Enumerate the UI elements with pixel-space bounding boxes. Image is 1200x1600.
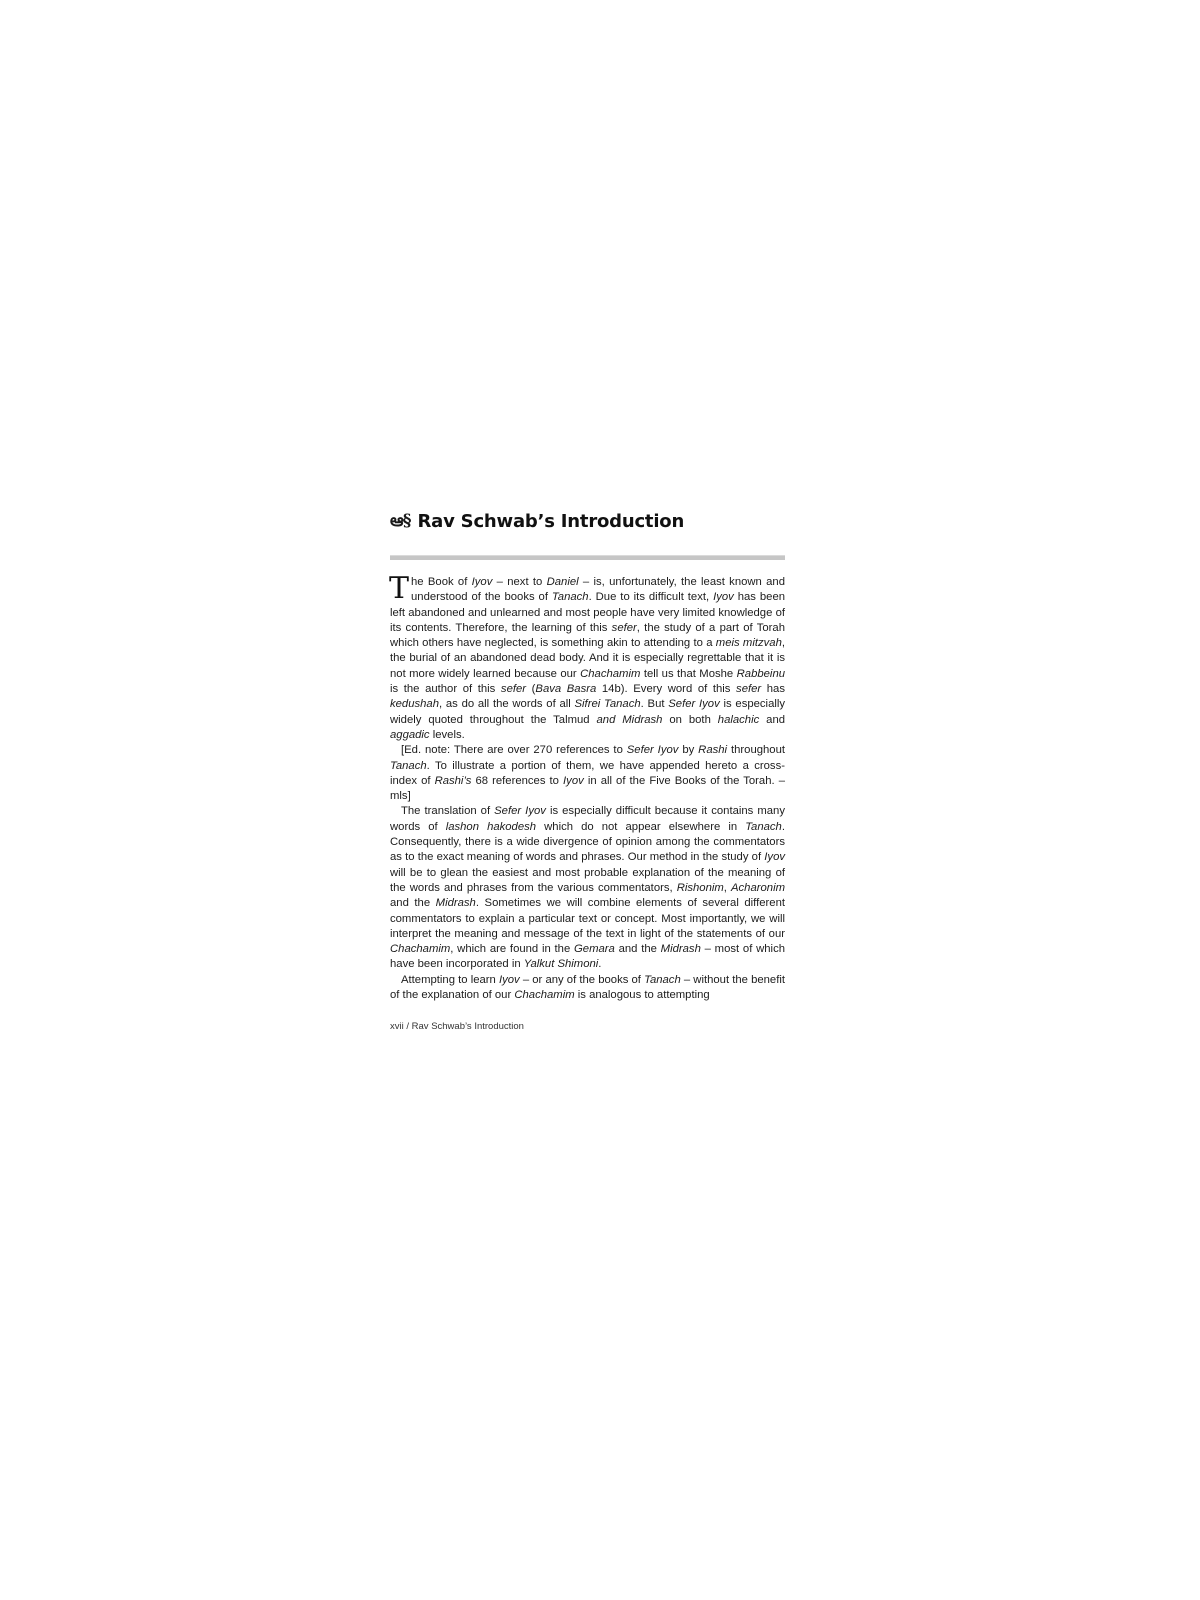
paragraph — [389, 571, 786, 743]
text-run: and the — [614, 943, 661, 956]
italic-term: Iyov — [764, 851, 785, 864]
text-run: , the study of a part of Torah which others have neglected, is something akin to attending to a — [390, 621, 785, 650]
text-run: is especially widely quoted throughout the Talmud — [390, 698, 786, 726]
text-run: , — [723, 881, 731, 894]
italic-term: Iyov — [713, 591, 734, 604]
italic-term: Sefer Iyov — [494, 805, 546, 818]
paragraph — [390, 743, 785, 804]
text-run: has — [761, 683, 785, 696]
italic-term: sefer — [736, 683, 762, 696]
italic-term: Sefer Iyov — [626, 744, 679, 757]
chapter-heading — [390, 508, 785, 534]
italic-term: Acharonim — [731, 881, 785, 894]
text-run: levels. — [429, 728, 465, 741]
page-number: xvii — [390, 1021, 404, 1033]
text-run: . Due to its difficult text, — [588, 591, 714, 604]
heading-rule — [390, 555, 785, 560]
text-run: is analogous to attempting — [574, 989, 710, 1002]
italic-term: Iyov — [498, 973, 520, 986]
italic-term: kedushah — [390, 698, 439, 711]
text-run: . Consequently, there is a wide divergence of opinion among the commentators as to the exact meaning of words and phrases. Our method in the study of — [390, 820, 785, 864]
text-run: tell us that Moshe — [640, 667, 737, 680]
text-run: ( — [526, 683, 536, 696]
text-run: . — [598, 958, 602, 971]
italic-term: Iyov — [563, 774, 584, 787]
italic-term: Tanach — [644, 973, 681, 986]
text-run: . But — [640, 698, 669, 711]
italic-term: Chachamim — [514, 989, 575, 1002]
italic-term: Chachamim — [580, 667, 641, 680]
text-run: – most of which have been incorporated in — [390, 943, 785, 971]
text-run: which do not appear elsewhere in — [536, 820, 746, 833]
body-text — [389, 571, 786, 1003]
italic-term: Tanach — [745, 820, 782, 833]
italic-term: Midrash — [660, 943, 701, 956]
italic-term: lashon hakodesh — [445, 820, 537, 833]
paragraph — [390, 804, 785, 972]
running-title: Rav Schwab’s Introduction — [411, 1021, 524, 1033]
book-page — [390, 508, 785, 1032]
text-run: in all of the Five Books of the Torah. – mls] — [390, 774, 785, 803]
text-run: is especially difficult because it contains many words of — [390, 805, 785, 833]
text-run: , the burial of an abandoned dead body. And it is especially regrettable that it is not more widely learned because our — [390, 637, 785, 680]
italic-term: aggadic — [390, 728, 430, 741]
italic-term: halachic — [717, 713, 760, 726]
italic-term: Rabbeinu — [736, 667, 786, 680]
text-run: . Sometimes we will combine elements of several different commentators to explain a particular text or concept. Most importantly, we will interpret the meaning and message of the text in light of the statements of our — [390, 897, 785, 940]
text-run: 68 references to — [471, 774, 564, 787]
text-run: is the author of this — [390, 683, 501, 696]
text-run: he Book of — [411, 576, 472, 588]
text-run: . To illustrate a portion of them, we have appended hereto a cross-index of — [390, 759, 785, 787]
italic-term: Daniel — [546, 576, 579, 588]
text-run: 14b). Every word of this — [596, 683, 737, 696]
italic-term: sefer — [500, 683, 527, 696]
italic-term: Tanach — [390, 759, 427, 772]
italic-term: Rishonim — [676, 881, 724, 894]
text-run: on both — [662, 713, 718, 726]
text-run: , which are found in the — [450, 943, 574, 956]
italic-term: sefer — [611, 621, 637, 634]
text-run: by — [678, 744, 699, 757]
text-run: Attempting to learn — [401, 973, 499, 986]
text-run: The translation of — [401, 805, 495, 818]
italic-term: Midrash — [435, 897, 476, 910]
text-run: and — [759, 713, 786, 726]
italic-term: Chachamim — [390, 943, 451, 956]
italic-term: Iyov — [471, 576, 493, 588]
text-run: [Ed. note: There are over 270 references to — [401, 744, 627, 757]
italic-term: Rashi — [698, 744, 728, 757]
italic-term: meis mitzvah — [715, 637, 782, 650]
text-run: – is, unfortunately, the least known and understood of the books of — [411, 576, 785, 604]
italic-term: Gemara — [574, 943, 615, 956]
text-run: , as do all the words of all — [439, 698, 575, 711]
text-run: has been left abandoned and unlearned and most people have very limited knowledge of its contents. Therefore, the learning of this — [390, 591, 786, 634]
text-run: throughout — [727, 744, 785, 757]
italic-term: Bava Basra — [535, 683, 597, 696]
italic-term: Tanach — [551, 591, 589, 604]
italic-term: and Midrash — [596, 713, 663, 726]
page-footer — [390, 1021, 785, 1032]
drop-cap: T — [389, 571, 410, 606]
ornament-icon: ఆ§ — [390, 510, 411, 531]
italic-term: Sifrei Tanach — [574, 698, 641, 711]
italic-term: Yalkut Shimoni — [523, 958, 599, 971]
text-run: – without the benefit of the explanation of our — [390, 973, 786, 1002]
text-run: – or any of the books of — [519, 973, 645, 986]
text-run: will be to glean the easiest and most probable explanation of the meaning of the words and phrases from the various commentators, — [390, 866, 785, 894]
text-run: – next to — [492, 576, 547, 588]
paragraph — [390, 973, 785, 1004]
chapter-title: Rav Schwab’s Introduction — [417, 510, 685, 532]
italic-term: Sefer Iyov — [668, 698, 720, 711]
footer-separator: / — [403, 1021, 412, 1033]
text-run: and the — [390, 897, 436, 910]
italic-term: Rashi’s — [434, 774, 472, 787]
